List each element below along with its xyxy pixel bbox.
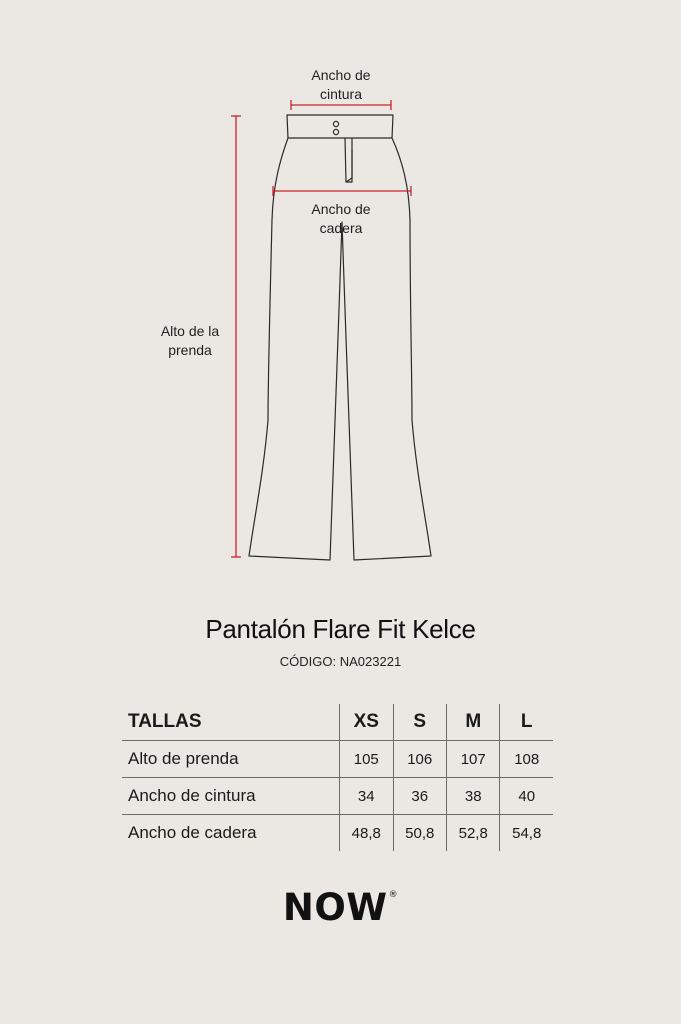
fly-stitch	[345, 138, 352, 182]
pocket-line	[346, 150, 352, 182]
table-row	[122, 815, 553, 852]
table-cell: 48,8	[340, 815, 393, 852]
size-header: M	[446, 704, 499, 741]
row-label: Ancho de cadera	[128, 823, 257, 842]
table-header-row	[122, 704, 553, 741]
product-code: CÓDIGO: NA023221	[279, 654, 402, 669]
row-label: Alto de prenda	[122, 741, 340, 778]
table-cell: 54,8	[500, 815, 553, 852]
waist-label: Ancho de cintura	[311, 67, 371, 102]
table-row	[122, 741, 553, 778]
table-cell: 34	[340, 778, 393, 815]
table-cell: 107	[446, 741, 499, 778]
button-icon	[333, 129, 338, 134]
table-cell: 36	[393, 778, 446, 815]
length-label: Alto de la prenda	[160, 323, 220, 358]
table-cell: 106	[393, 741, 446, 778]
brand-name: NOW	[282, 886, 388, 929]
button-icon	[333, 121, 338, 126]
size-table	[122, 704, 553, 851]
hip-label: Ancho de cadera	[311, 201, 371, 236]
table-cell: 105	[340, 741, 393, 778]
waistband	[287, 115, 393, 138]
table-cell: 108	[500, 741, 553, 778]
table-cell: 50,8	[393, 815, 446, 852]
size-header: XS	[340, 704, 393, 741]
row-label: Ancho de cintura	[122, 778, 340, 815]
size-header: L	[500, 704, 553, 741]
size-header: S	[393, 704, 446, 741]
table-cell: 52,8	[446, 815, 499, 852]
tallas-header: TALLAS	[122, 704, 340, 741]
brand-logo	[0, 886, 681, 929]
registered-mark: ®	[388, 890, 399, 900]
table-cell: 38	[446, 778, 499, 815]
product-title: Pantalón Flare Fit Kelce	[205, 614, 476, 644]
table-row	[122, 778, 553, 815]
table-cell: 40	[500, 778, 553, 815]
